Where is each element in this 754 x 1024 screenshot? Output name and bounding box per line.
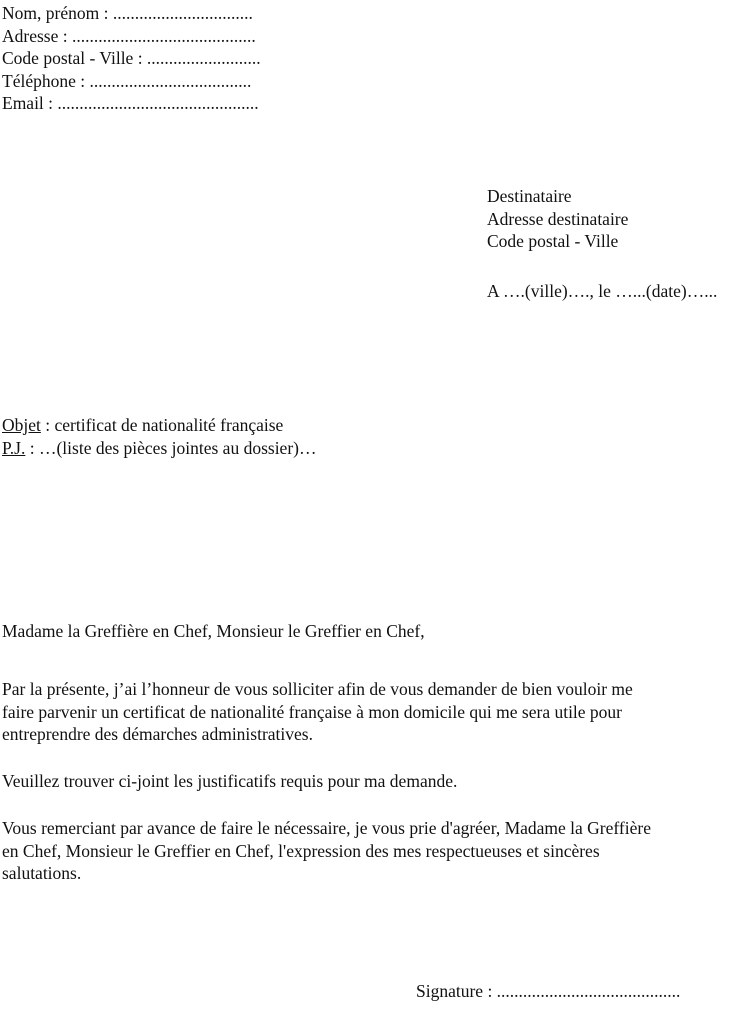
paragraph-attachments: Veuillez trouver ci-joint les justificatifs requis pour ma demande.	[2, 771, 458, 791]
paragraph-line: faire parvenir un certificat de nationalité française à mon domicile qui me sera utile pour	[2, 701, 623, 722]
paragraph-line: Par la présente, j’ai l’honneur de vous solliciter afin de vous demander de bien vouloir me	[2, 679, 633, 699]
subject-block	[2, 414, 316, 459]
salutation: Madame la Greffière en Chef, Monsieur le Greffier en Chef,	[2, 621, 425, 641]
signature-line: Signature : ..........................................	[416, 981, 681, 1001]
recipient-block	[487, 185, 628, 253]
pj-text: : …(liste des pièces jointes au dossier)…	[25, 437, 317, 458]
recipient-name: Destinataire	[487, 186, 572, 206]
paragraph-line: entreprendre des démarches administratives.	[2, 724, 313, 744]
pj-line	[2, 437, 316, 460]
objet-line	[2, 414, 316, 437]
sender-phone-field: Téléphone : .....................................	[2, 70, 252, 91]
objet-label: Objet	[2, 415, 41, 435]
paragraph-line: Vous remerciant par avance de faire le nécessaire, je vous prie d'agréer, Madame la Greffière	[2, 818, 651, 838]
paragraph-line: en Chef, Monsieur le Greffier en Chef, l'expression des mes respectueuses et sincères	[2, 840, 600, 861]
paragraph-line: salutations.	[2, 863, 82, 883]
recipient-postal-city: Code postal - Ville	[487, 231, 619, 251]
sender-postal-city-field: Code postal - Ville : ..........................	[2, 48, 261, 68]
place-date: A ….(ville)…., le …...(date)…...	[487, 281, 718, 301]
sender-email-field: Email : ..............................................	[2, 93, 259, 113]
paragraph-closing	[2, 817, 752, 885]
sender-block	[2, 2, 261, 115]
objet-text: : certificat de nationalité française	[40, 415, 284, 435]
sender-address-field: Adresse : ..........................................	[2, 25, 256, 46]
paragraph-request	[2, 678, 752, 746]
sender-name-field: Nom, prénom : ................................	[2, 3, 253, 23]
recipient-address: Adresse destinataire	[487, 208, 629, 229]
pj-label: P.J.	[2, 437, 26, 458]
